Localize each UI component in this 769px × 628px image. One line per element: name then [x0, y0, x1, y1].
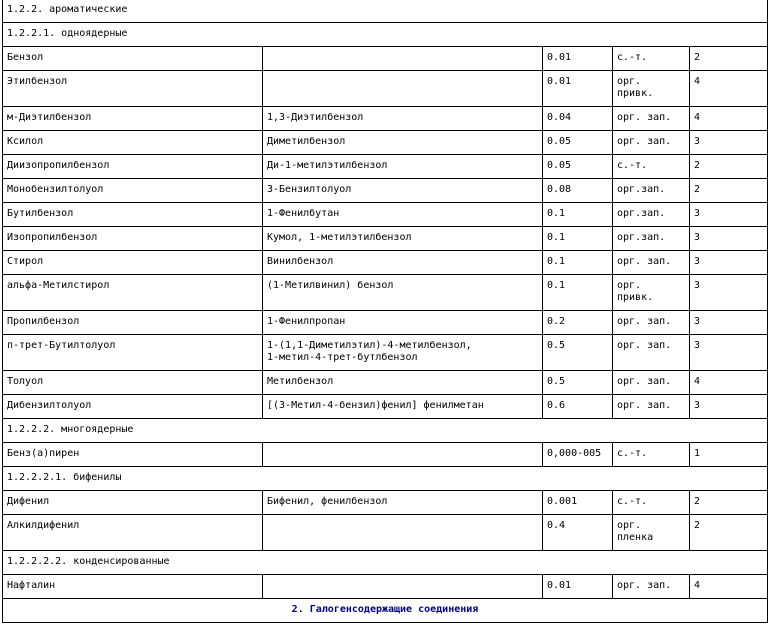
limit-value: 0.5	[543, 335, 613, 371]
substance-name: Диизопропилбензол	[3, 155, 263, 179]
table-row	[3, 335, 768, 371]
substance-name: м-Диэтилбензол	[3, 107, 263, 131]
section-row-condensed	[3, 551, 768, 575]
table-row	[3, 155, 768, 179]
substances-table	[2, 0, 768, 623]
hazard-class: 3	[690, 275, 768, 311]
substance-synonym: Винилбензол	[263, 251, 543, 275]
document-page	[2, 0, 768, 623]
substance-name: альфа-Метилстирол	[3, 275, 263, 311]
limit-value: 0.1	[543, 227, 613, 251]
section-heading: 1.2.2.1. одноядерные	[3, 23, 768, 47]
section-heading: 1.2.2. ароматические	[3, 0, 768, 23]
substance-synonym: Метилбензол	[263, 371, 543, 395]
section-row-biphenyls	[3, 467, 768, 491]
substance-name: Бутилбензол	[3, 203, 263, 227]
harm-indicator: орг. зап.	[613, 131, 690, 155]
substance-synonym	[263, 515, 543, 551]
hazard-class: 4	[690, 371, 768, 395]
substance-synonym	[263, 443, 543, 467]
harm-indicator: с.-т.	[613, 491, 690, 515]
table-row	[3, 179, 768, 203]
hazard-class: 4	[690, 575, 768, 599]
limit-value: 0.05	[543, 155, 613, 179]
table-row	[3, 371, 768, 395]
table-row	[3, 251, 768, 275]
harm-indicator: орг. зап.	[613, 395, 690, 419]
table-row	[3, 575, 768, 599]
limit-value: 0.04	[543, 107, 613, 131]
section-heading: 1.2.2.2.2. конденсированные	[3, 551, 768, 575]
limit-value: 0.01	[543, 71, 613, 107]
limit-value: 0.2	[543, 311, 613, 335]
substance-synonym: Бифенил, фенилбензол	[263, 491, 543, 515]
table-row	[3, 227, 768, 251]
substance-synonym: 1,3-Диэтилбензол	[263, 107, 543, 131]
substance-name: Дибензилтолуол	[3, 395, 263, 419]
section-row-mononuclear	[3, 23, 768, 47]
substance-synonym: Диметилбензол	[263, 131, 543, 155]
hazard-class: 2	[690, 515, 768, 551]
next-section-row	[3, 599, 768, 623]
next-section-heading: 2. Галогенсодержащие соединения	[3, 599, 768, 623]
limit-value: 0.1	[543, 275, 613, 311]
section-heading: 1.2.2.2.1. бифенилы	[3, 467, 768, 491]
limit-value: 0,000-005	[543, 443, 613, 467]
hazard-class: 2	[690, 47, 768, 71]
table-row	[3, 515, 768, 551]
table-row	[3, 491, 768, 515]
hazard-class: 3	[690, 203, 768, 227]
substance-name: Бензол	[3, 47, 263, 71]
substance-synonym	[263, 71, 543, 107]
substance-synonym: (1-Метилвинил) бензол	[263, 275, 543, 311]
harm-indicator: орг. зап.	[613, 335, 690, 371]
substance-synonym: [(3-Метил-4-бензил)фенил] фенилметан	[263, 395, 543, 419]
harm-indicator: с.-т.	[613, 443, 690, 467]
harm-indicator: с.-т.	[613, 47, 690, 71]
substance-synonym: 1-Фенилбутан	[263, 203, 543, 227]
hazard-class: 3	[690, 131, 768, 155]
substance-synonym: Ди-1-метилэтилбензол	[263, 155, 543, 179]
hazard-class: 3	[690, 311, 768, 335]
table-row	[3, 395, 768, 419]
harm-indicator: орг. зап.	[613, 371, 690, 395]
substance-synonym: 1-Фенилпропан	[263, 311, 543, 335]
table-row	[3, 203, 768, 227]
limit-value: 0.1	[543, 203, 613, 227]
hazard-class: 4	[690, 107, 768, 131]
substance-name: п-трет-Бутилтолуол	[3, 335, 263, 371]
substance-name: Пропилбензол	[3, 311, 263, 335]
substance-synonym: Кумол, 1-метилэтилбензол	[263, 227, 543, 251]
table-row	[3, 47, 768, 71]
substance-name: Изопропилбензол	[3, 227, 263, 251]
substance-synonym: 1-(1,1-Диметилэтил)-4-метилбензол, 1-метил-4-трет-бутлбензол	[263, 335, 543, 371]
harm-indicator: орг. привк.	[613, 275, 690, 311]
substance-name: Нафталин	[3, 575, 263, 599]
hazard-class: 3	[690, 251, 768, 275]
hazard-class: 2	[690, 155, 768, 179]
substance-synonym: 3-Бензилтолуол	[263, 179, 543, 203]
limit-value: 0.08	[543, 179, 613, 203]
harm-indicator: орг. зап.	[613, 311, 690, 335]
hazard-class: 4	[690, 71, 768, 107]
table-row	[3, 71, 768, 107]
harm-indicator: с.-т.	[613, 155, 690, 179]
substance-name: Ксилол	[3, 131, 263, 155]
table-row	[3, 443, 768, 467]
section-heading: 1.2.2.2. многоядерные	[3, 419, 768, 443]
limit-value: 0.6	[543, 395, 613, 419]
section-row-polynuclear	[3, 419, 768, 443]
harm-indicator: орг. зап.	[613, 575, 690, 599]
limit-value: 0.01	[543, 47, 613, 71]
substance-name: Толуол	[3, 371, 263, 395]
hazard-class: 3	[690, 227, 768, 251]
substance-name: Стирол	[3, 251, 263, 275]
section-row-aromatic	[3, 0, 768, 23]
hazard-class: 2	[690, 491, 768, 515]
limit-value: 0.001	[543, 491, 613, 515]
limit-value: 0.1	[543, 251, 613, 275]
substance-name: Этилбензол	[3, 71, 263, 107]
harm-indicator: орг. привк.	[613, 71, 690, 107]
harm-indicator: орг. пленка	[613, 515, 690, 551]
hazard-class: 3	[690, 395, 768, 419]
substance-synonym	[263, 47, 543, 71]
hazard-class: 1	[690, 443, 768, 467]
substance-name: Бенз(а)пирен	[3, 443, 263, 467]
hazard-class: 3	[690, 335, 768, 371]
limit-value: 0.4	[543, 515, 613, 551]
limit-value: 0.05	[543, 131, 613, 155]
table-row	[3, 311, 768, 335]
harm-indicator: орг. зап.	[613, 107, 690, 131]
harm-indicator: орг.зап.	[613, 179, 690, 203]
table-row	[3, 131, 768, 155]
harm-indicator: орг. зап.	[613, 251, 690, 275]
substance-synonym	[263, 575, 543, 599]
limit-value: 0.5	[543, 371, 613, 395]
substance-name: Дифенил	[3, 491, 263, 515]
substance-name: Алкилдифенил	[3, 515, 263, 551]
harm-indicator: орг.зап.	[613, 203, 690, 227]
hazard-class: 2	[690, 179, 768, 203]
table-row	[3, 275, 768, 311]
table-row	[3, 107, 768, 131]
substance-name: Монобензилтолуол	[3, 179, 263, 203]
harm-indicator: орг.зап.	[613, 227, 690, 251]
limit-value: 0.01	[543, 575, 613, 599]
